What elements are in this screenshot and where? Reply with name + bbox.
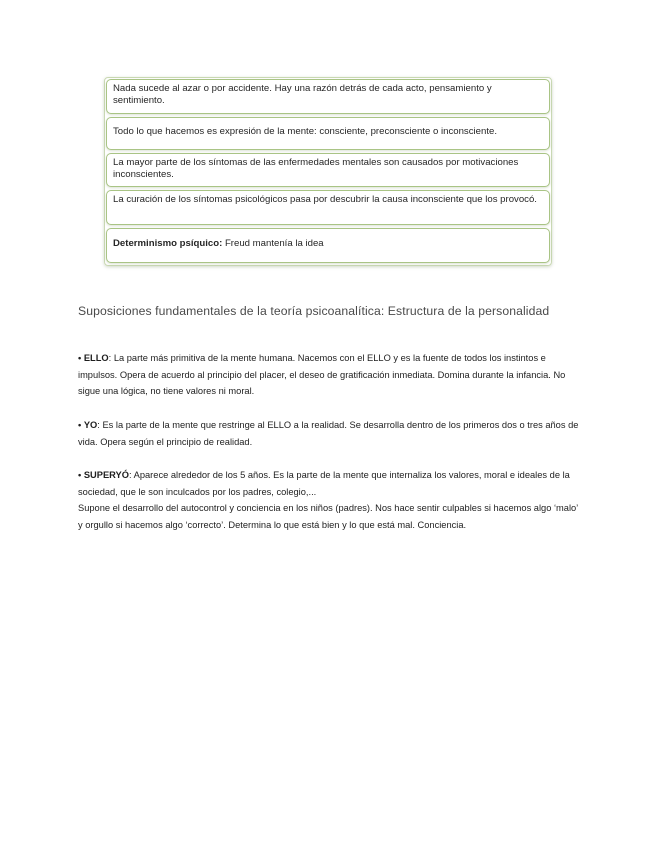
yo-label: YO	[83, 420, 98, 430]
superyo-paragraph	[78, 467, 583, 533]
yo-paragraph	[78, 417, 583, 450]
superyo-text: : Aparece alrededor de los 5 años. Es la parte de la mente que internaliza los valores, moral e ideales de la sociedad, que le son inculcados por los padres, colegio,...	[78, 470, 570, 497]
assumption-box-3-text: La mayor parte de los síntomas de las enfermedades mentales son causados por motivaciones inconscientes.	[113, 157, 519, 180]
assumption-box-2-text: Todo lo que hacemos es expresión de la mente: consciente, preconsciente o inconsciente.	[113, 126, 497, 137]
ello-paragraph	[78, 350, 583, 400]
ello-text: : La parte más primitiva de la mente humana. Nacemos con el ELLO y es la fuente de todos los instintos e impulsos. Opera de acuerdo al principio del placer, el deseo de gratificación inmediata. Domina durante la infancia. No sigue una lógica, no tiene valores ni moral.	[78, 353, 566, 397]
assumption-box-5	[106, 228, 550, 263]
assumption-box-4	[106, 190, 550, 225]
ello-label: ELLO	[83, 353, 109, 363]
yo-bullet: •	[78, 420, 82, 430]
section-heading: Suposiciones fundamentales de la teoría psicoanalítica: Estructura de la personalidad	[78, 304, 550, 318]
superyo-bullet: •	[78, 470, 82, 480]
assumption-box-5-text: Freud mantenía la idea	[222, 238, 324, 249]
assumption-box-1-text: Nada sucede al azar o por accidente. Hay una razón detrás de cada acto, pensamiento y sentimiento.	[113, 83, 492, 106]
superyo-continuation: Supone el desarrollo del autocontrol y conciencia en los niños (padres). Nos hace sentir culpables si hacemos algo ‘malo’ y orgullo si hacemos algo ‘correcto’. Determina lo que está bien y lo que está mal. Conciencia.	[78, 503, 578, 530]
yo-text: : Es la parte de la mente que restringe al ELLO a la realidad. Se desarrolla dentro de los primeros dos o tres años de vida. Opera según el principio de realidad.	[78, 420, 579, 447]
assumption-box-3	[106, 153, 550, 187]
assumption-box-4-text: La curación de los síntomas psicológicos pasa por descubrir la causa inconsciente que los provocó.	[113, 194, 537, 205]
assumption-box-2	[106, 117, 550, 150]
assumptions-box-group	[104, 77, 552, 266]
ello-bullet: •	[78, 353, 82, 363]
superyo-label: SUPERYÓ	[83, 470, 129, 480]
assumption-box-5-bold: Determinismo psíquico:	[113, 238, 223, 249]
assumption-box-1	[106, 79, 550, 114]
